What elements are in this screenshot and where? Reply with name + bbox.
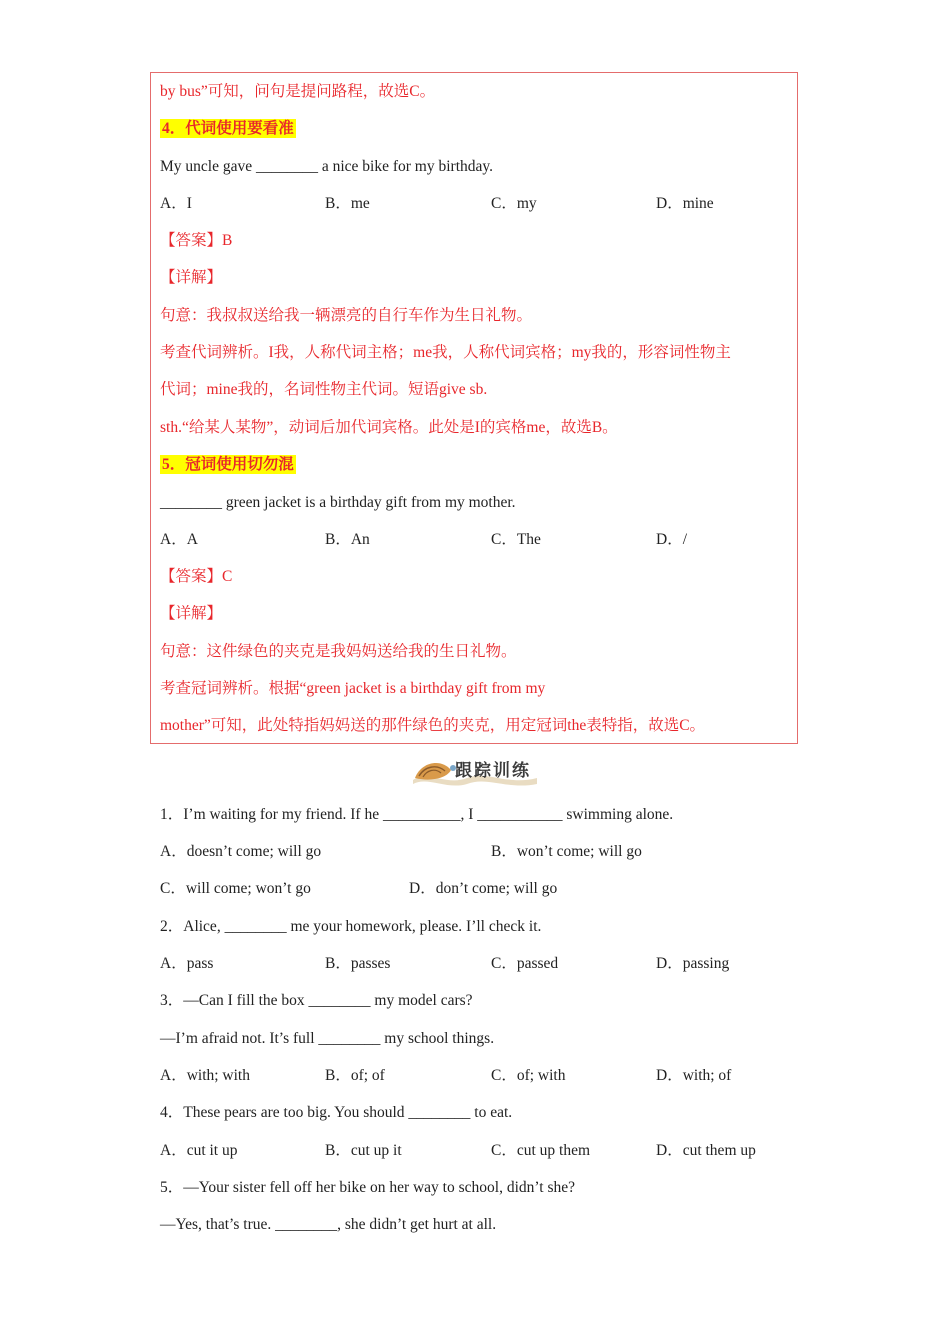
q4-analysis-1: 考查代词辨析。I我，人称代词主格；me我，人称代词宾格；my我的，形容词性物主 [160, 344, 731, 361]
section-title: 跟踪训练 [455, 761, 531, 781]
exercise-3-option-c: C．of; with [491, 1067, 566, 1084]
q5-option-a: A．A [160, 531, 198, 548]
q5-option-c: C．The [491, 531, 541, 548]
exercise-4-option-b: B．cut up it [325, 1142, 402, 1159]
q4-answer: 【答案】B [160, 232, 233, 249]
exercise-1-option-b: B．won’t come; will go [491, 843, 642, 860]
exercise-2-stem: 2．Alice, ________ me your homework, please. I’ll check it. [160, 918, 542, 935]
q4-option-a: A．I [160, 195, 192, 212]
q4-heading: 4．代词使用要看准 [162, 120, 294, 137]
exercise-3-option-d: D．with; of [656, 1067, 732, 1084]
q4-analysis-3: sth.“给某人某物”，动词后加代词宾格。此处是I的宾格me，故选B。 [160, 419, 618, 436]
q5-detail-label: 【详解】 [160, 605, 223, 622]
q5-answer: 【答案】C [160, 568, 233, 585]
q5-stem: ________ green jacket is a birthday gift from my mother. [160, 494, 516, 511]
exercise-2-option-b: B．passes [325, 955, 391, 972]
exercise-1-stem: 1．I’m waiting for my friend. If he __________, I ___________ swimming alone. [160, 806, 674, 823]
q5-analysis-1: 考查冠词辨析。根据“green jacket is a birthday gift from my [160, 680, 546, 697]
q4-analysis-2: 代词；mine我的，名词性物主代词。短语give sb. [160, 381, 488, 398]
exercise-4-option-c: C．cut up them [491, 1142, 591, 1159]
exercise-3-stem: 3．—Can I fill the box ________ my model cars? [160, 992, 473, 1009]
exercise-3-option-b: B．of; of [325, 1067, 385, 1084]
exercise-5-stem-reply: —Yes, that’s true. ________, she didn’t get hurt at all. [160, 1216, 497, 1233]
q4-stem: My uncle gave ________ a nice bike for my birthday. [160, 158, 494, 175]
exercise-1-option-c: C．will come; won’t go [160, 880, 311, 897]
exercise-2-option-c: C．passed [491, 955, 559, 972]
exercise-4-option-d: D．cut them up [656, 1142, 756, 1159]
exercise-1-option-d: D．don’t come; will go [409, 880, 558, 897]
exercise-5-stem: 5．—Your sister fell off her bike on her way to school, didn’t she? [160, 1179, 575, 1196]
q4-detail-label: 【详解】 [160, 269, 223, 286]
q4-option-d: D．mine [656, 195, 714, 212]
q4-option-b: B．me [325, 195, 370, 212]
q5-option-b: B．An [325, 531, 370, 548]
exercise-2-option-d: D．passing [656, 955, 730, 972]
exercise-1-option-a: A．doesn’t come; will go [160, 843, 322, 860]
exercise-2-option-a: A．pass [160, 955, 214, 972]
q4-meaning: 句意：我叔叔送给我一辆漂亮的自行车作为生日礼物。 [160, 307, 533, 324]
q5-option-d: D．/ [656, 531, 688, 548]
exercise-3-option-a: A．with; with [160, 1067, 250, 1084]
explanation-text: by bus”可知，问句是提问路程，故选C。 [160, 83, 436, 100]
q4-option-c: C．my [491, 195, 537, 212]
exercise-4-option-a: A．cut it up [160, 1142, 238, 1159]
q5-heading: 5．冠词使用切勿混 [162, 456, 294, 473]
exercise-3-stem-reply: —I’m afraid not. It’s full ________ my school things. [160, 1030, 495, 1047]
exercise-4-stem: 4．These pears are too big. You should ________ to eat. [160, 1104, 513, 1121]
q5-meaning: 句意：这件绿色的夹克是我妈妈送给我的生日礼物。 [160, 643, 517, 660]
q5-analysis-2: mother”可知，此处特指妈妈送的那件绿色的夹克，用定冠词the表特指，故选C。 [160, 717, 706, 734]
